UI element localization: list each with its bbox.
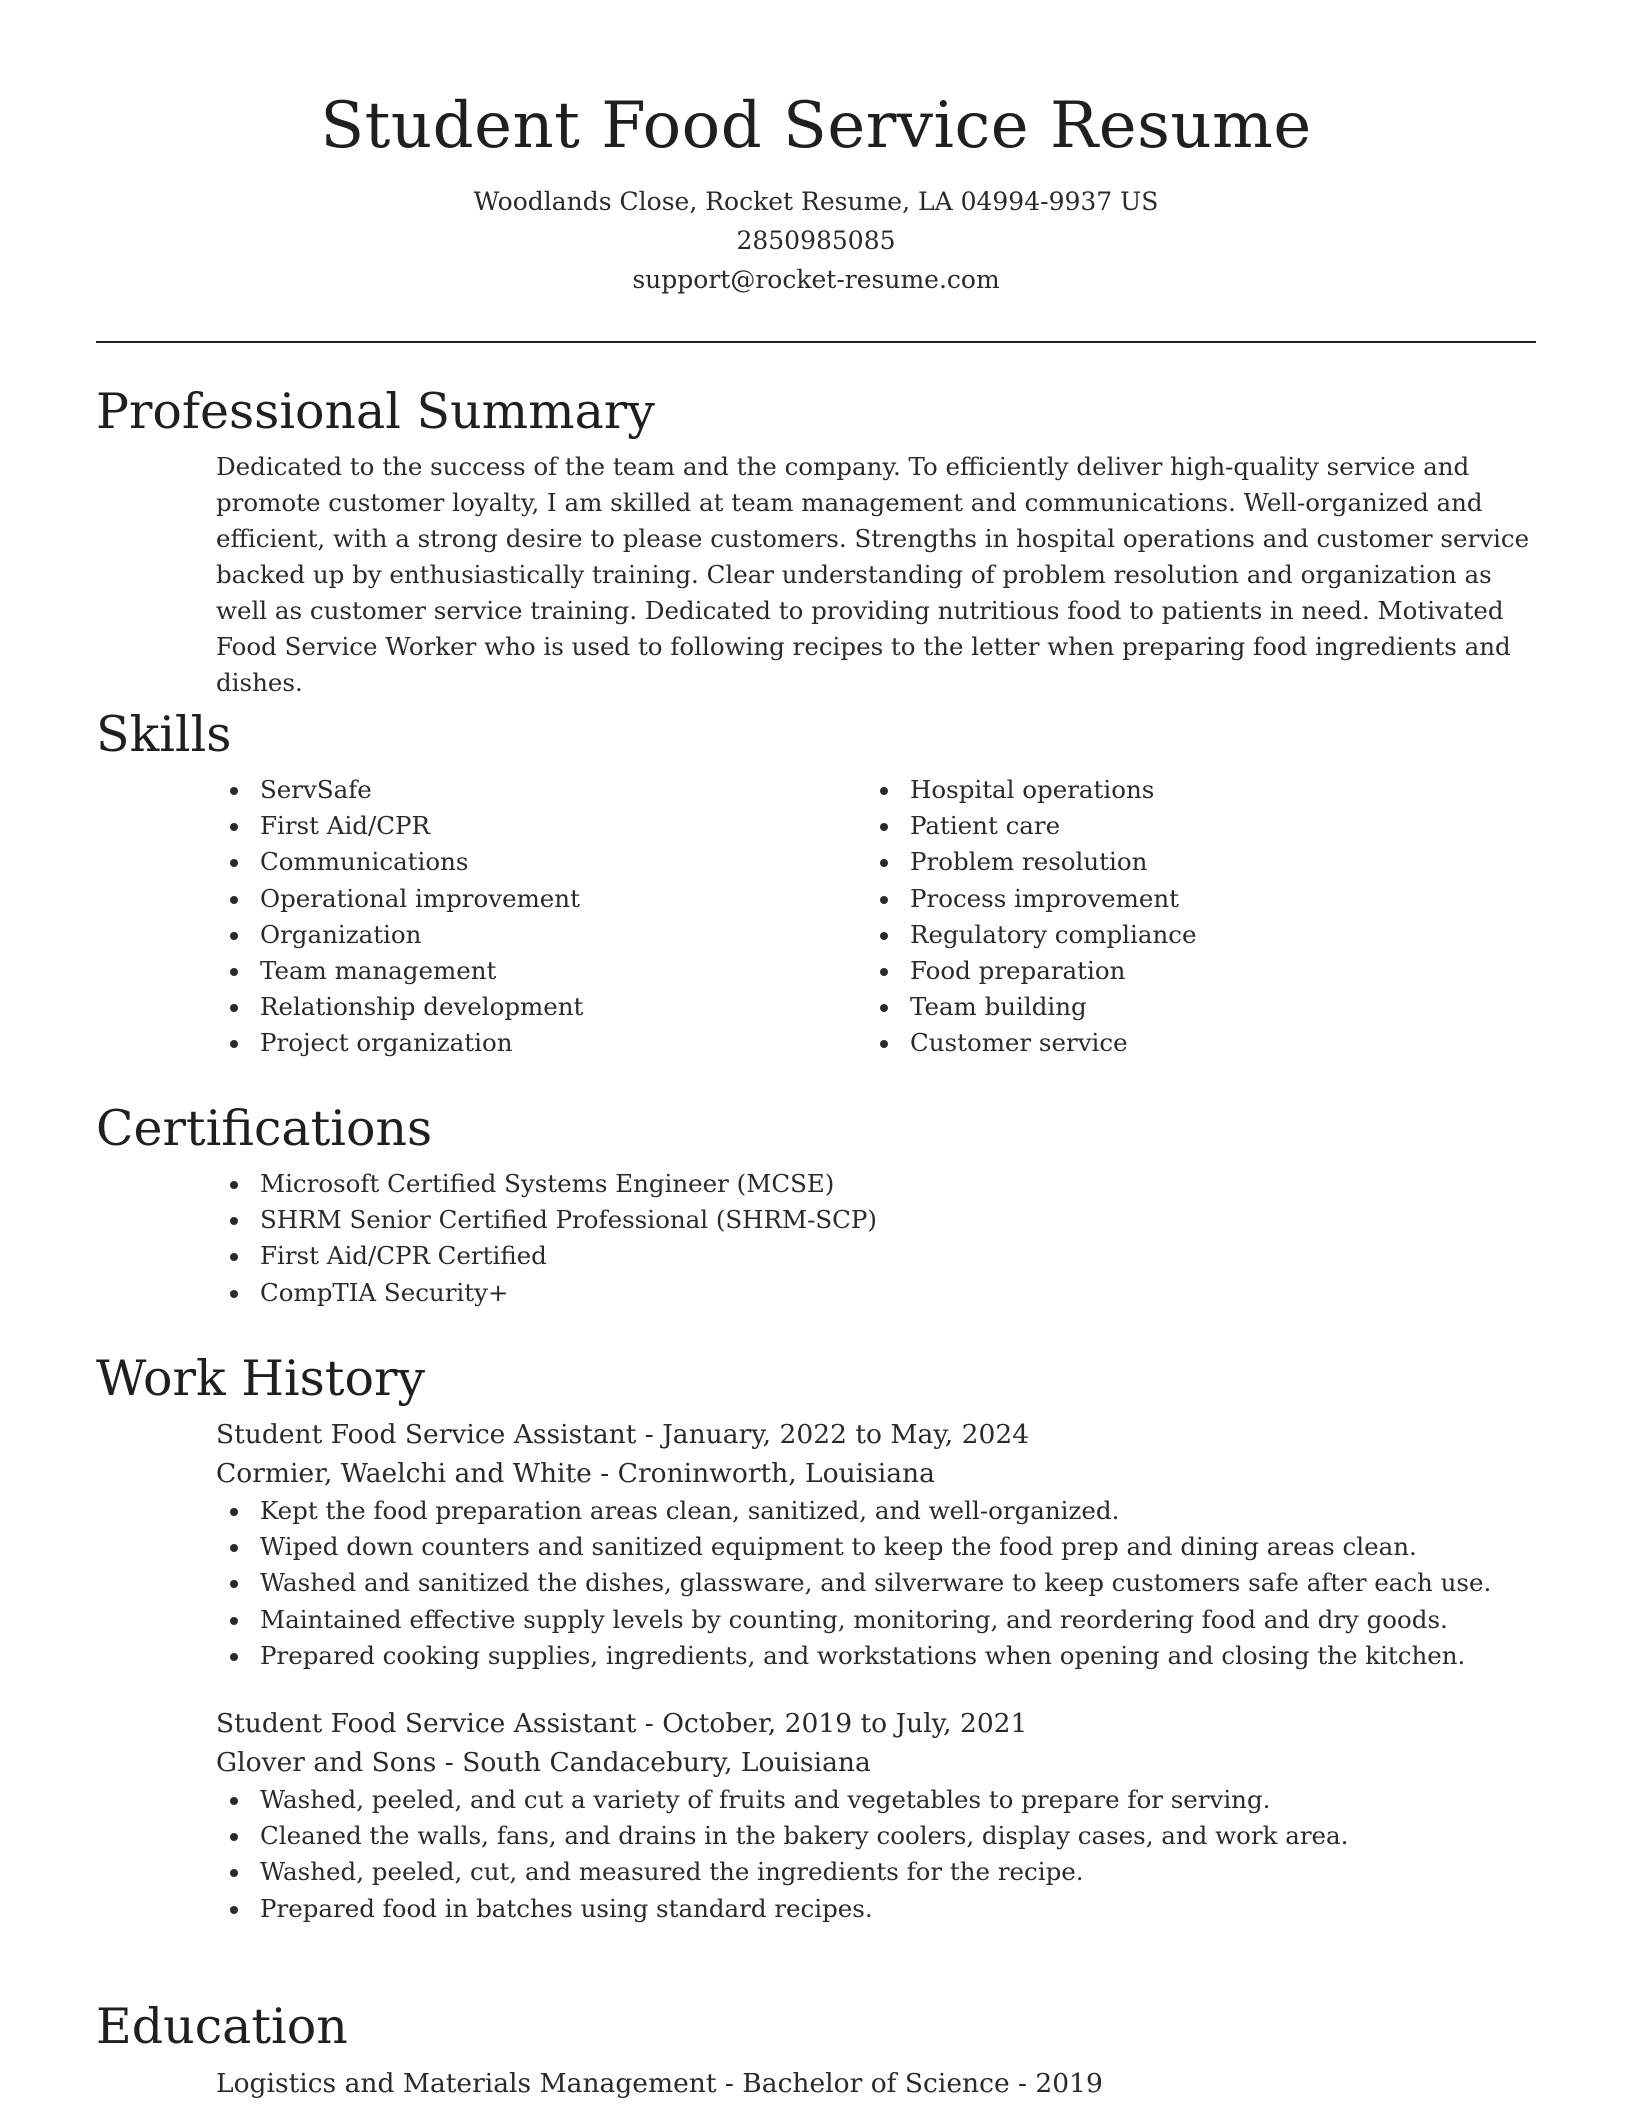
list-item: Food preparation [866, 953, 1516, 989]
bullet-icon [880, 859, 888, 867]
job-role: Student Food Service Assistant [216, 1708, 637, 1740]
list-item: Cleaned the walls, fans, and drains in the bakery coolers, display cases, and work area. [216, 1818, 1536, 1854]
bullet-icon [230, 1653, 238, 1661]
job-duties-list [216, 1493, 1536, 1674]
education-entry: Logistics and Materials Management - Bachelor of Science - 2019 [216, 2068, 1103, 2099]
bullet-icon [230, 932, 238, 940]
bullet-icon [230, 1797, 238, 1805]
bullet-icon [230, 1544, 238, 1552]
job-dates: October, 2019 to July, 2021 [662, 1708, 1028, 1740]
summary-text: Dedicated to the success of the team and the company. To efficiently deliver high-quality service and promote customer loyalty, I am skilled at team management and communications. Well-organized and efficient, with a strong desire to please customers. Strengths in hospital operations and customer service backed up by enthusiastically training. Clear understanding of problem resolution and organization as well as customer service training. Dedicated to providing nutritious food to patients in need. Motivated Food Service Worker who is used to following recipes to the letter when preparing food ingredients and dishes. [216, 452, 1530, 697]
summary-heading: Professional Summary [96, 383, 655, 440]
list-item: Project organization [216, 1025, 866, 1061]
list-item: SHRM Senior Certified Professional (SHRM-SCP) [216, 1202, 1536, 1238]
list-item: Organization [216, 917, 866, 953]
job-company: Cormier, Waelchi and White [216, 1458, 592, 1489]
bullet-icon [230, 1253, 238, 1261]
bullet-icon [230, 823, 238, 831]
list-item: Microsoft Certified Systems Engineer (MCSE) [216, 1166, 1536, 1202]
list-item: CompTIA Security+ [216, 1275, 1536, 1311]
job-dates: January, 2022 to May, 2024 [662, 1419, 1030, 1450]
bullet-icon [230, 1040, 238, 1048]
certifications-body [216, 1166, 1536, 1311]
education-section [96, 1993, 1536, 2103]
list-item: Communications [216, 844, 866, 880]
list-item: Regulatory compliance [866, 917, 1516, 953]
summary-body [216, 449, 1536, 701]
list-item: Customer service [866, 1025, 1516, 1061]
bullet-icon [230, 859, 238, 867]
job-title-line: Student Food Service Assistant - January, 2022 to May, 2024 [216, 1419, 1030, 1450]
bullet-icon [880, 932, 888, 940]
list-item: Operational improvement [216, 881, 866, 917]
bullet-icon [230, 1580, 238, 1588]
work-history-body [216, 1415, 1536, 1927]
list-item: Hospital operations [866, 772, 1516, 808]
contact-email[interactable]: support@rocket-resume.com [632, 265, 1000, 294]
job-role: Student Food Service Assistant [216, 1419, 637, 1450]
job-duties-list [216, 1782, 1536, 1927]
list-item: Washed, peeled, cut, and measured the ingredients for the recipe. [216, 1854, 1536, 1890]
list-item: Prepared cooking supplies, ingredients, and workstations when opening and closing the kitchen. [216, 1638, 1536, 1674]
contact-address: Woodlands Close, Rocket Resume, LA 04994-9937 US [473, 187, 1159, 216]
bullet-icon [230, 787, 238, 795]
certifications-list [216, 1166, 1536, 1311]
bullet-icon [230, 1508, 238, 1516]
bullet-icon [880, 787, 888, 795]
bullet-icon [230, 968, 238, 976]
job-company: Glover and Sons [216, 1747, 437, 1779]
bullet-icon [880, 823, 888, 831]
bullet-icon [880, 968, 888, 976]
list-item: Relationship development [216, 989, 866, 1025]
skills-section [96, 701, 1536, 1062]
list-item: Process improvement [866, 881, 1516, 917]
job-entry [216, 1415, 1536, 1674]
bullet-icon [230, 1617, 238, 1625]
list-item: Maintained effective supply levels by counting, monitoring, and reordering food and dry goods. [216, 1602, 1536, 1638]
skills-columns [216, 772, 1536, 1062]
bullet-icon [230, 1217, 238, 1225]
list-item: Wiped down counters and sanitized equipment to keep the food prep and dining areas clean. [216, 1529, 1536, 1565]
list-item: Team building [866, 989, 1516, 1025]
list-item: Prepared food in batches using standard recipes. [216, 1891, 1536, 1927]
skills-list-right [866, 772, 1516, 1062]
skills-column-left [216, 772, 866, 1062]
job-title-line: Student Food Service Assistant - October, 2019 to July, 2021 [216, 1708, 1028, 1740]
resume-name: Student Food Service Resume [320, 89, 1312, 163]
job-location: South Candacebury, Louisiana [462, 1747, 871, 1779]
bullet-icon [880, 1004, 888, 1012]
bullet-icon [230, 896, 238, 904]
list-item: ServSafe [216, 772, 866, 808]
education-body [216, 2064, 1536, 2103]
summary-section [96, 378, 1536, 701]
bullet-icon [230, 1906, 238, 1914]
bullet-icon [230, 1290, 238, 1298]
list-item: First Aid/CPR Certified [216, 1238, 1536, 1274]
list-item: First Aid/CPR [216, 808, 866, 844]
resume-header [96, 78, 1536, 299]
job-company-line: Cormier, Waelchi and White - Croninworth, Louisiana [216, 1458, 935, 1489]
job-company-line: Glover and Sons - South Candacebury, Louisiana [216, 1747, 871, 1779]
contact-phone: 2850985085 [736, 226, 896, 255]
list-item: Kept the food preparation areas clean, sanitized, and well-organized. [216, 1493, 1536, 1529]
bullet-icon [230, 1869, 238, 1877]
skills-column-right [866, 772, 1516, 1062]
job-entry [216, 1704, 1536, 1927]
list-item: Patient care [866, 808, 1516, 844]
bullet-icon [880, 896, 888, 904]
skills-heading: Skills [96, 706, 232, 763]
contact-block [96, 182, 1536, 299]
skills-list-left [216, 772, 866, 1062]
bullet-icon [230, 1181, 238, 1189]
work-history-section [96, 1345, 1536, 1957]
certifications-section [96, 1095, 1536, 1311]
header-divider [96, 341, 1536, 343]
bullet-icon [880, 1040, 888, 1048]
education-heading: Education [96, 1998, 348, 2055]
list-item: Washed and sanitized the dishes, glassware, and silverware to keep customers safe after each use. [216, 1565, 1536, 1601]
list-item: Washed, peeled, and cut a variety of fruits and vegetables to prepare for serving. [216, 1782, 1536, 1818]
work-history-heading: Work History [96, 1350, 426, 1407]
certifications-heading: Certifications [96, 1100, 433, 1157]
job-location: Croninworth, Louisiana [617, 1458, 935, 1489]
list-item: Problem resolution [866, 844, 1516, 880]
list-item: Team management [216, 953, 866, 989]
bullet-icon [230, 1004, 238, 1012]
bullet-icon [230, 1833, 238, 1841]
